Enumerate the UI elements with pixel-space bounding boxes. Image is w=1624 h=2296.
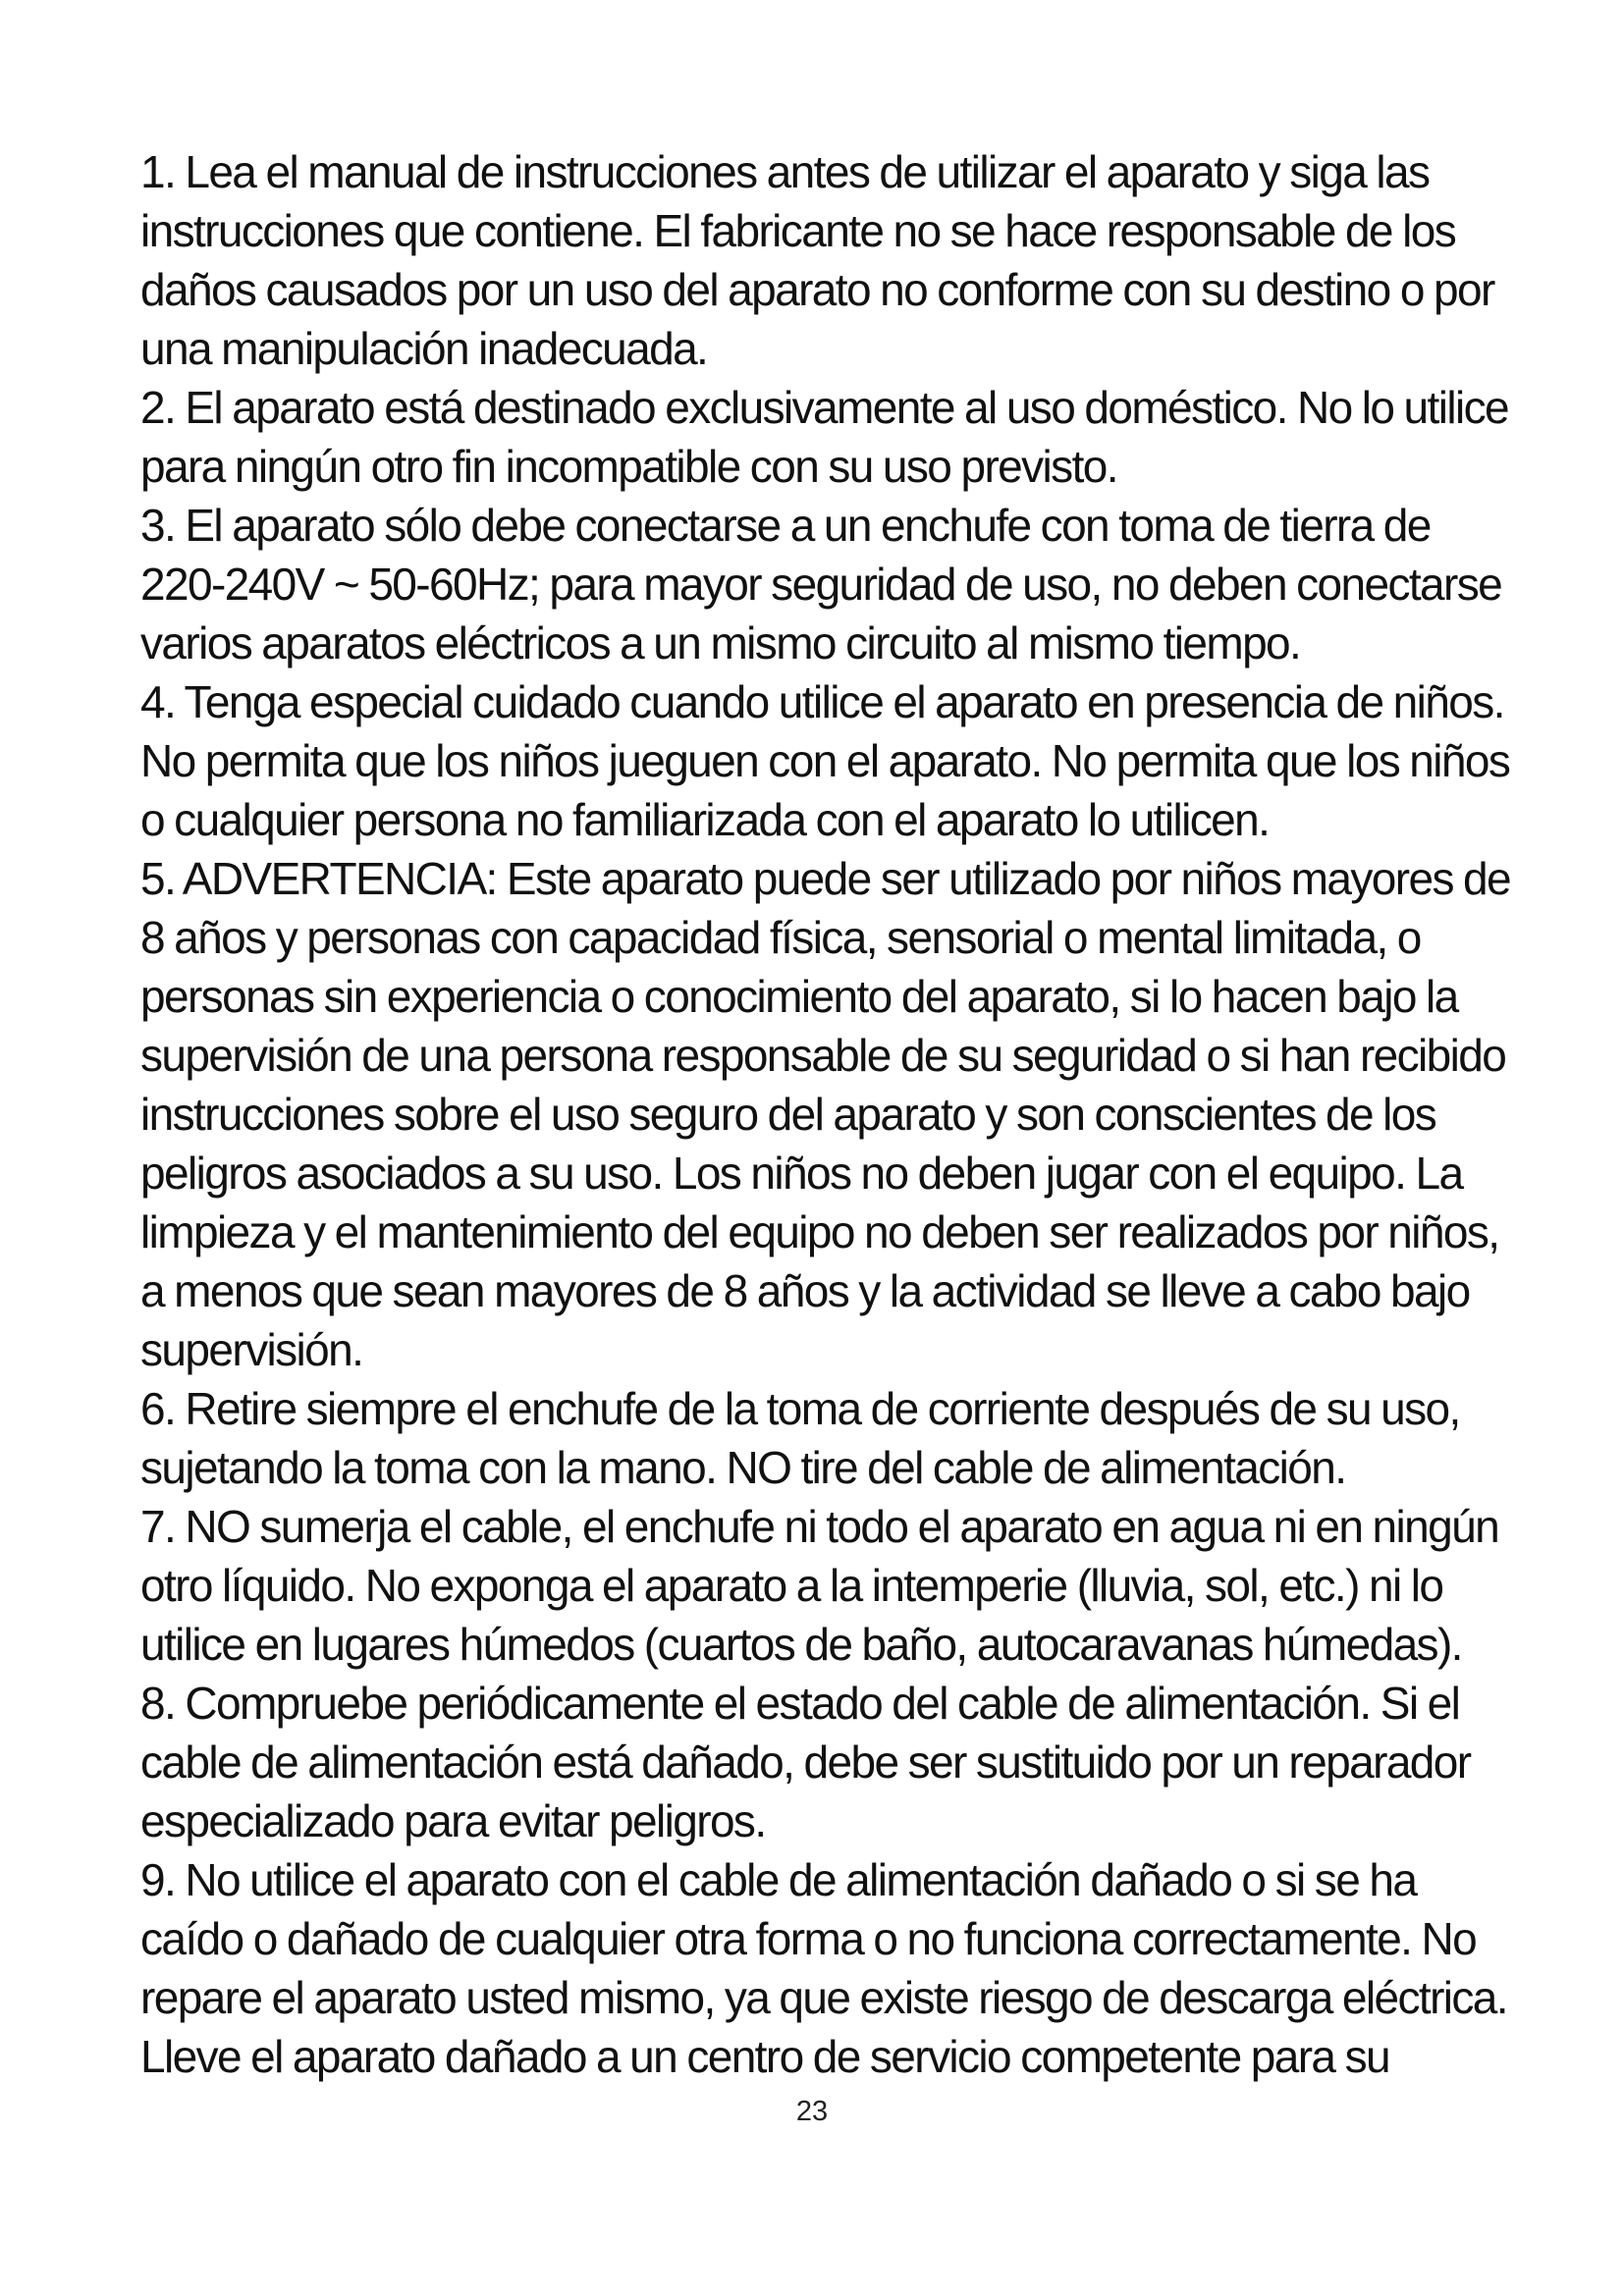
instruction-item-7 [140,1497,1535,1674]
instruction-line: supervisión de una persona responsable de su seguridad o si han recibido [140,1030,1506,1081]
instruction-line: a menos que sean mayores de 8 años y la actividad se lleve a cabo bajo [140,1265,1470,1316]
instruction-line: peligros asociados a su uso. Los niños no deben jugar con el equipo. La [140,1148,1463,1199]
instruction-line: 8. Compruebe periódicamente el estado del cable de alimentación. Si el [140,1678,1460,1729]
instruction-line: supervisión. [140,1324,363,1375]
instruction-line: No permita que los niños jueguen con el aparato. No permita que los niños [140,735,1510,786]
instruction-line: instrucciones que contiene. El fabricante no se hace responsable de los [140,205,1456,256]
instruction-item-9 [140,1850,1535,2086]
instruction-line: 2. El aparato está destinado exclusivamente al uso doméstico. No lo utilice [140,382,1508,433]
instruction-line: 3. El aparato sólo debe conectarse a un enchufe con toma de tierra de [140,500,1431,551]
instruction-line: 220-240V ~ 50-60Hz; para mayor seguridad de uso, no deben conectarse [140,559,1502,610]
instruction-item-6 [140,1379,1535,1497]
instruction-line: o cualquier persona no familiarizada con el aparato lo utilicen. [140,794,1270,845]
instruction-line: 1. Lea el manual de instrucciones antes de utilizar el aparato y siga las [140,146,1430,197]
instruction-line: varios aparatos eléctricos a un mismo circuito al mismo tiempo. [140,617,1301,668]
instruction-line: 6. Retire siempre el enchufe de la toma de corriente después de su uso, [140,1383,1460,1434]
instruction-item-1 [140,142,1535,378]
instruction-line: sujetando la toma con la mano. NO tire del cable de alimentación. [140,1442,1346,1493]
instruction-line: especializado para evitar peligros. [140,1795,766,1846]
instruction-line: 9. No utilice el aparato con el cable de alimentación dañado o si se ha [140,1854,1417,1905]
instruction-line: instrucciones sobre el uso seguro del aparato y son conscientes de los [140,1089,1436,1140]
instruction-item-2 [140,378,1535,496]
instruction-item-3 [140,496,1535,672]
instruction-item-5 [140,849,1535,1379]
instruction-line: una manipulación inadecuada. [140,323,708,374]
instruction-line: limpieza y el mantenimiento del equipo no deben ser realizados por niños, [140,1206,1499,1257]
instruction-line: Lleve el aparato dañado a un centro de servicio competente para su [140,2031,1389,2082]
instruction-line: daños causados por un uso del aparato no conforme con su destino o por [140,264,1494,315]
page-number: 23 [795,2096,829,2127]
instruction-line: utilice en lugares húmedos (cuartos de baño, autocaravanas húmedas). [140,1619,1462,1670]
instruction-line: 8 años y personas con capacidad física, sensorial o mental limitada, o [140,912,1421,963]
instruction-line: para ningún otro fin incompatible con su uso previsto. [140,441,1117,492]
instruction-line: caído o dañado de cualquier otra forma o no funciona correctamente. No [140,1913,1477,1964]
instruction-line: 5. ADVERTENCIA: Este aparato puede ser utilizado por niños mayores de [140,853,1510,904]
instruction-line: 7. NO sumerja el cable, el enchufe ni todo el aparato en agua ni en ningún [140,1501,1499,1552]
instruction-line: cable de alimentación está dañado, debe ser sustituido por un reparador [140,1736,1471,1788]
instructions-list [140,142,1535,2086]
instruction-line: 4. Tenga especial cuidado cuando utilice el aparato en presencia de niños. [140,676,1504,727]
instruction-item-4 [140,672,1535,849]
instruction-line: personas sin experiencia o conocimiento del aparato, si lo hacen bajo la [140,971,1458,1022]
instruction-line: repare el aparato usted mismo, ya que existe riesgo de descarga eléctrica. [140,1972,1507,2023]
instruction-line: otro líquido. No exponga el aparato a la intemperie (lluvia, sol, etc.) ni lo [140,1560,1443,1611]
instruction-item-8 [140,1674,1535,1850]
